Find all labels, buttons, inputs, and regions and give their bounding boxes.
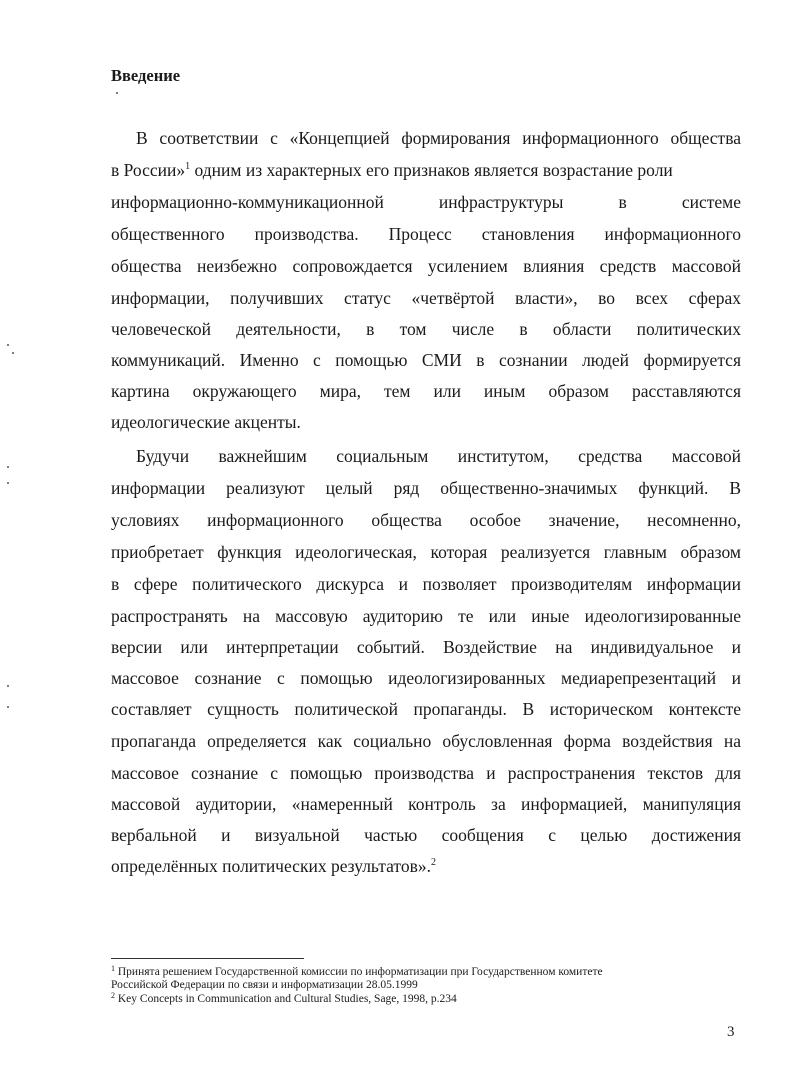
text-line: составляет сущность политической пропаганды. В историческом контексте <box>111 699 741 719</box>
text-line: распространять на массовую аудиторию те или иные идеологизированные <box>111 606 741 626</box>
text-line: коммуникаций. Именно с помощью СМИ в сознании людей формируется <box>111 350 741 370</box>
text-line: вербальной и визуальной частью сообщения с целью достижения <box>111 825 741 845</box>
text-line: в России»$^1$ одним из характерных его признаков является возрастание роли <box>111 160 673 180</box>
scan-speck <box>7 344 9 346</box>
scan-speck <box>12 352 14 354</box>
text-line: информации, получивших статус «четвёртой власти», во всех сферах <box>111 288 741 308</box>
page-number: 3 <box>727 1024 735 1040</box>
text-line: информационно-коммуникационной инфраструктуры в системе <box>111 192 741 212</box>
footnote-ref-1: 1 <box>185 161 191 172</box>
scan-speck <box>7 482 9 484</box>
text-line: человеческой деятельности, в том числе в области политических <box>111 319 741 339</box>
text-line: картина окружающего мира, тем или иным образом расставляются <box>111 381 741 401</box>
text-line: Будучи важнейшим социальным институтом, средства массовой <box>136 446 741 466</box>
footnote-1: $^1$ Принята решением Государственной комиссии по информатизации при Государственном комитете <box>111 964 603 978</box>
text-line: массовой аудитории, «намеренный контроль за информацией, манипуляция <box>111 794 741 814</box>
text-line: информации реализуют целый ряд общественно-значимых функций. В <box>111 478 741 498</box>
section-heading: Введение <box>111 66 181 85</box>
scan-speck <box>116 92 118 94</box>
text-line: общественного производства. Процесс становления информационного <box>111 224 741 244</box>
text-line: идеологические акценты. <box>111 412 301 432</box>
text-line: массовое сознание с помощью идеологизированных медиарепрезентаций и <box>111 668 741 688</box>
text-line: пропаганда определяется как социально обусловленная форма воздействия на <box>111 731 741 751</box>
text-line: в сфере политического дискурса и позволяет производителям информации <box>111 574 741 594</box>
text-line: приобретает функция идеологическая, которая реализуется главным образом <box>111 542 741 562</box>
text-line: общества неизбежно сопровождается усилением влияния средств массовой <box>111 256 741 276</box>
footnote-2: $^2$ Key Concepts in Communication and Cultural Studies, Sage, 1998, p.234 <box>111 991 457 1005</box>
footnote-separator <box>111 958 304 959</box>
text-line: определённых политических результатов».$^2$ <box>111 856 436 876</box>
text-line: версии или интерпретации событий. Воздействие на индивидуальное и <box>111 637 741 657</box>
scan-speck <box>7 685 9 687</box>
scan-speck <box>7 706 9 708</box>
scan-speck <box>7 466 9 468</box>
text-line: массовое сознание с помощью производства и распространения текстов для <box>111 763 741 783</box>
footnote-1-cont: Российской Федерации по связи и информатизации 28.05.1999 <box>111 979 418 991</box>
text-line: В соответствии с «Концепцией формирования информационного общества <box>136 128 741 148</box>
footnote-ref-2: 2 <box>430 857 436 868</box>
text-line: условиях информационного общества особое значение, несомненно, <box>111 510 741 530</box>
